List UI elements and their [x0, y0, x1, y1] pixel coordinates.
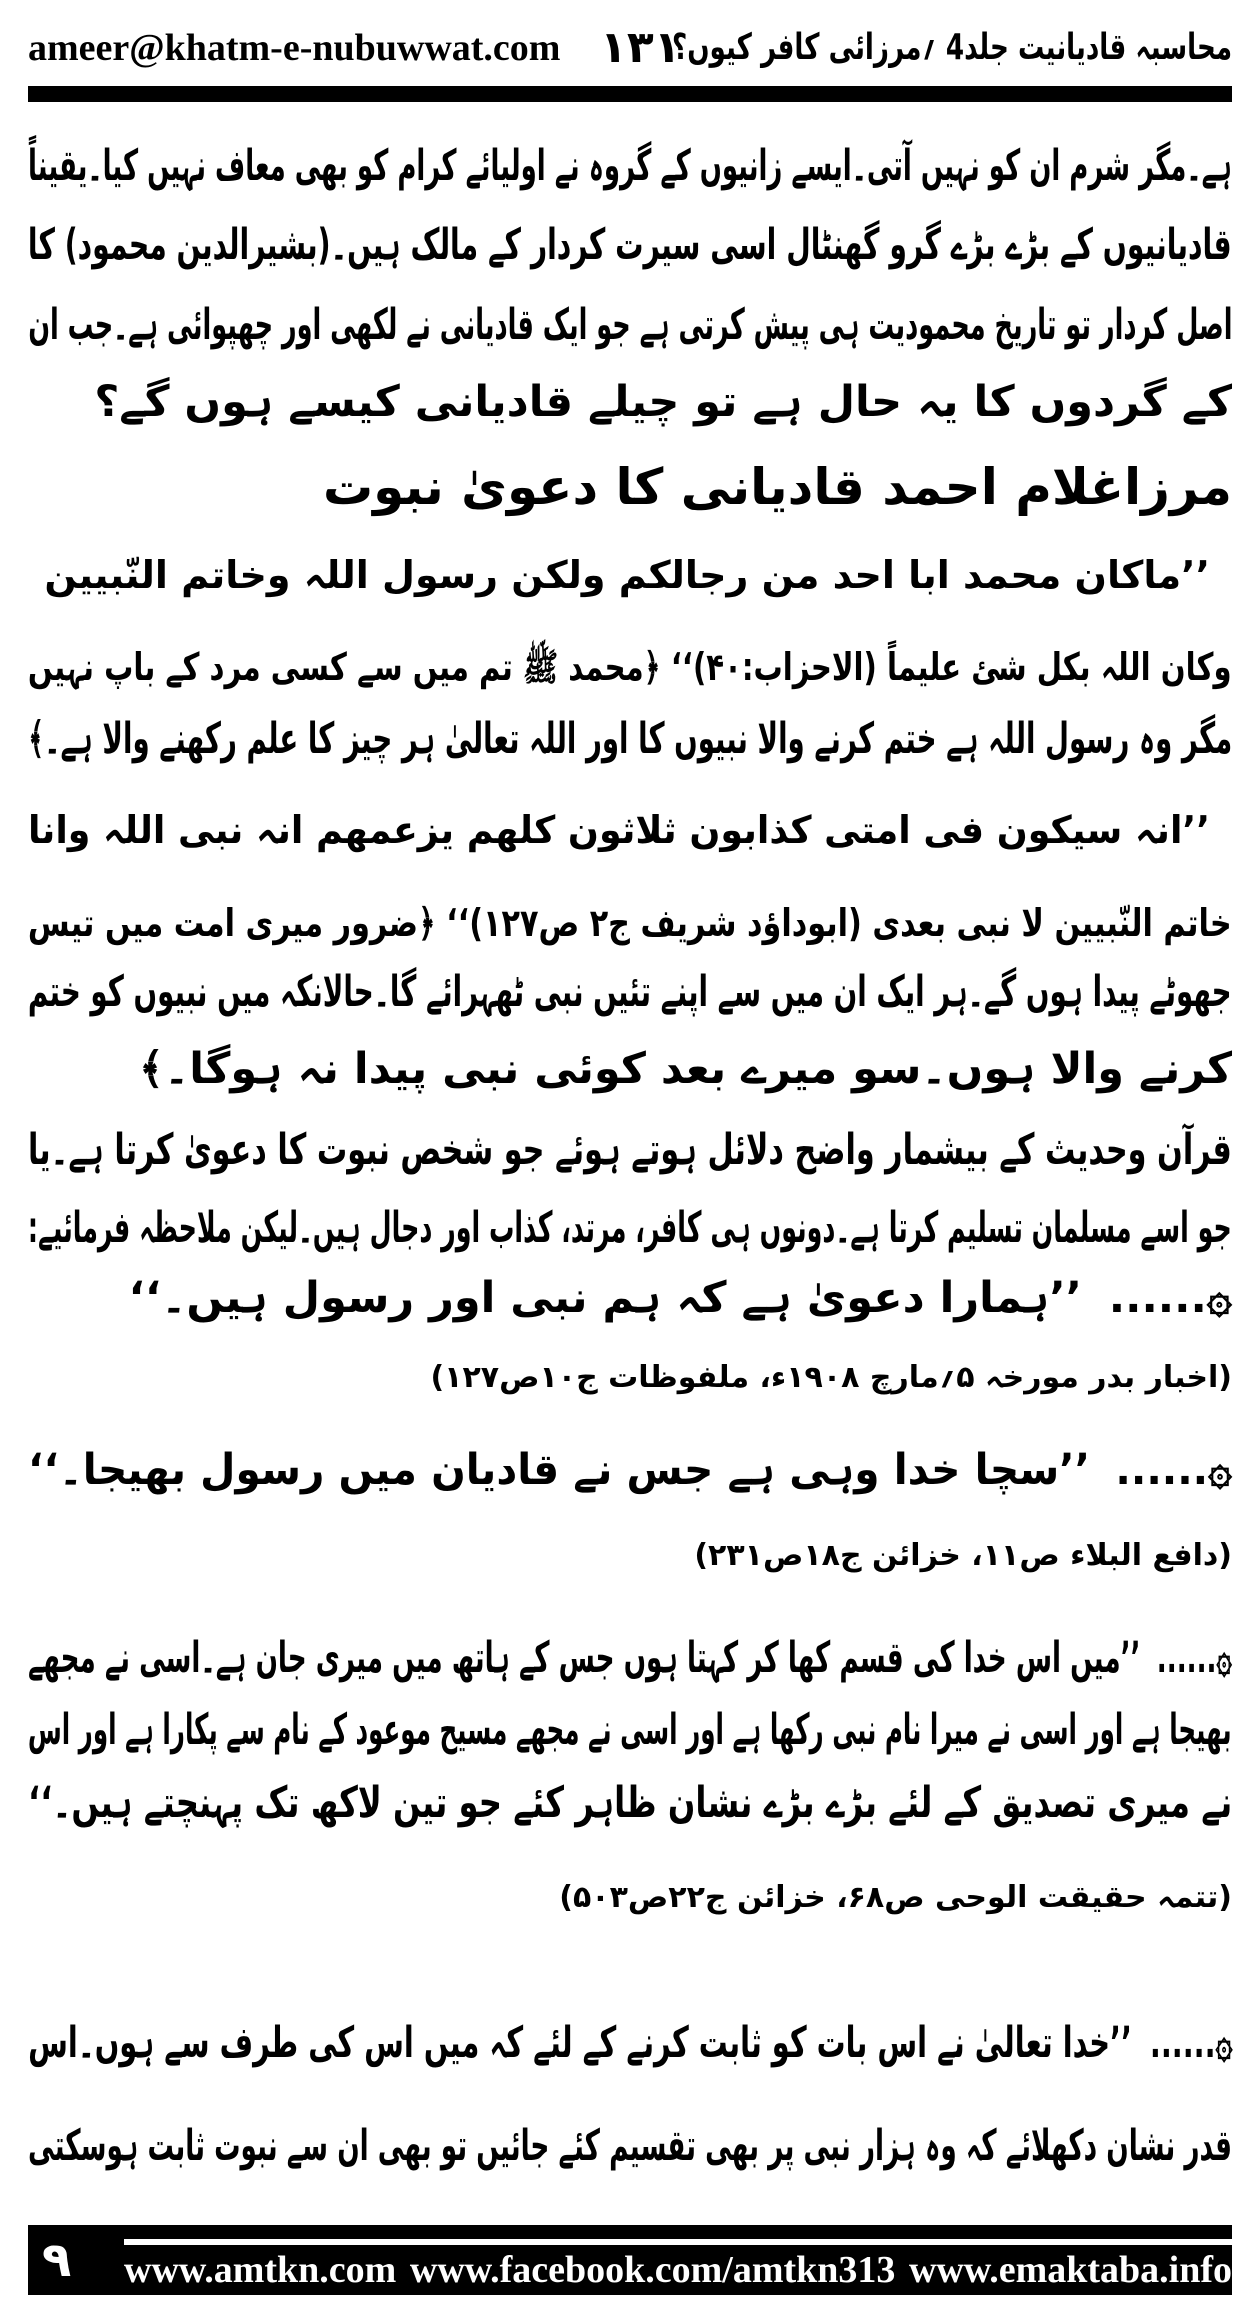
text-line: خاتم النّبیین لا نبی بعدی (ابوداؤد شریف ج۲ ص۱۲۷)‘‘ ﴿ضرور میری امت میں تیس [28, 901, 1232, 945]
footer-bar [28, 2225, 1232, 2295]
text-line: اصل کردار تو تاریخ محمودیت ہی پیش کرتی ہے جو ایک قادیانی نے لکھی اور چھپوائی ہے۔جب ان [27, 300, 1232, 350]
hadith-line: ’’انہ سیکون فی امتی کذابون ثلاثون کلھم یزعمھم انہ نبی اللہ وانا [27, 808, 1210, 852]
text-line: قرآن وحدیث کے بیشمار واضح دلائل ہوتے ہوئے جو شخص نبوت کا دعویٰ کرتا ہے۔یا [28, 1125, 1232, 1175]
footer-page-number: ۹ [42, 2232, 72, 2288]
footer-urls: www.amtkn.com www.facebook.com/amtkn313 www.emaktaba.info [124, 2249, 1232, 2291]
header-book-title: محاسبہ قادیانیت جلد4 ؍مرزائی کافر کیوں؟ [671, 27, 1232, 68]
header-email: ameer@khatm-e-nubuwwat.com [28, 27, 561, 69]
text-line: ہے۔مگر شرم ان کو نہیں آتی۔ایسے زانیوں کے گروہ نے اولیائے کرام کو بھی معاف نہیں کیا۔یقیناً [27, 141, 1232, 191]
quote-item [28, 1434, 1232, 1506]
text-line: بھیجا ہے اور اسی نے میرا نام نبی رکھا ہے اور اسی نے مجھے مسیح موعود کے نام سے پکارا ہے اور اس [28, 1705, 1232, 1755]
bullet-icon: ۞...... [1115, 1445, 1232, 1495]
quote-item [28, 2007, 1232, 2079]
text-line: قادیانیوں کے بڑے بڑے گرو گھنٹال اسی سیرت کردار کے مالک ہیں۔(بشیرالدین محمود) کا [28, 220, 1232, 270]
text-line: قدر نشان دکھلائے کہ وہ ہزار نبی پر بھی تقسیم کئے جائیں تو بھی ان سے نبوت ثابت ہوسکتی [28, 2121, 1232, 2171]
text-line: وکان اللہ بکل شئ علیماً (الاحزاب:۴۰)‘‘ ﴿محمد ﷺ تم میں سے کسی مرد کے باپ نہیں [28, 645, 1232, 689]
quote-text: ’’خدا تعالیٰ نے اس بات کو ثابت کرنے کے لئے کہ میں اس کی طرف سے ہوں۔اس [27, 2018, 1132, 2068]
reference: (اخبار بدر مورخہ ۵؍مارچ ۱۹۰۸ء، ملفوظات ج۱۰ص۱۲۷) [430, 1360, 1232, 1395]
bullet-icon: ۞...... [1108, 1273, 1232, 1323]
reference: (تتمہ حقیقت الوحی ص۶۸، خزائن ج۲۲ص۵۰۳) [559, 1880, 1232, 1915]
quote-text: ’’ہمارا دعویٰ ہے کہ ہم نبی اور رسول ہیں۔‘‘ [128, 1273, 1082, 1323]
quote-text: ’’میں اس خدا کی قسم کھا کر کہتا ہوں جس کے ہاتھ میں میری جان ہے۔اسی نے مجھے [28, 1633, 1141, 1683]
header-rule [28, 86, 1232, 102]
text-line: کے گردوں کا یہ حال ہے تو چیلے قادیانی کیسے ہوں گے؟ [94, 377, 1232, 427]
text-line: جو اسے مسلمان تسلیم کرتا ہے۔دونوں ہی کافر، مرتد، کذاب اور دجال ہیں۔لیکن ملاحظہ فرمائیے: [28, 1203, 1232, 1253]
section-heading: مرزاغلام احمد قادیانی کا دعویٰ نبوت [322, 458, 1232, 516]
text-line: نے میری تصدیق کے لئے بڑے بڑے نشان ظاہر کئے جو تین لاکھ تک پہنچتے ہیں۔‘‘ [27, 1778, 1232, 1828]
bullet-icon: ۞...... [1156, 1633, 1232, 1683]
text-line: کرنے والا ہوں۔سو میرے بعد کوئی نبی پیدا نہ ہوگا۔﴾ [138, 1044, 1232, 1094]
footer-rule [124, 2239, 1232, 2245]
quote-item [28, 1622, 1232, 1694]
text-line: جھوٹے پیدا ہوں گے۔ہر ایک ان میں سے اپنے تئیں نبی ٹھہرائے گا۔حالانکہ میں نبیوں کو ختم [28, 967, 1232, 1017]
text-line: مگر وہ رسول اللہ ہے ختم کرنے والا نبیوں کا اور اللہ تعالیٰ ہر چیز کا علم رکھنے والا ہے۔﴾ [27, 714, 1232, 764]
header-page-number: ۱۳۱ [600, 22, 681, 73]
quote-text: ’’سچا خدا وہی ہے جس نے قادیان میں رسول بھیجا۔‘‘ [28, 1445, 1091, 1495]
reference: (دافع البلاء ص۱۱، خزائن ج۱۸ص۲۳۱) [694, 1538, 1232, 1573]
quran-verse-line: ’’ماکان محمد ابا احد من رجالکم ولکن رسول اللہ وخاتم النّبیین [44, 553, 1210, 597]
bullet-icon: ۞...... [1149, 2018, 1232, 2068]
quote-item [129, 1262, 1232, 1334]
